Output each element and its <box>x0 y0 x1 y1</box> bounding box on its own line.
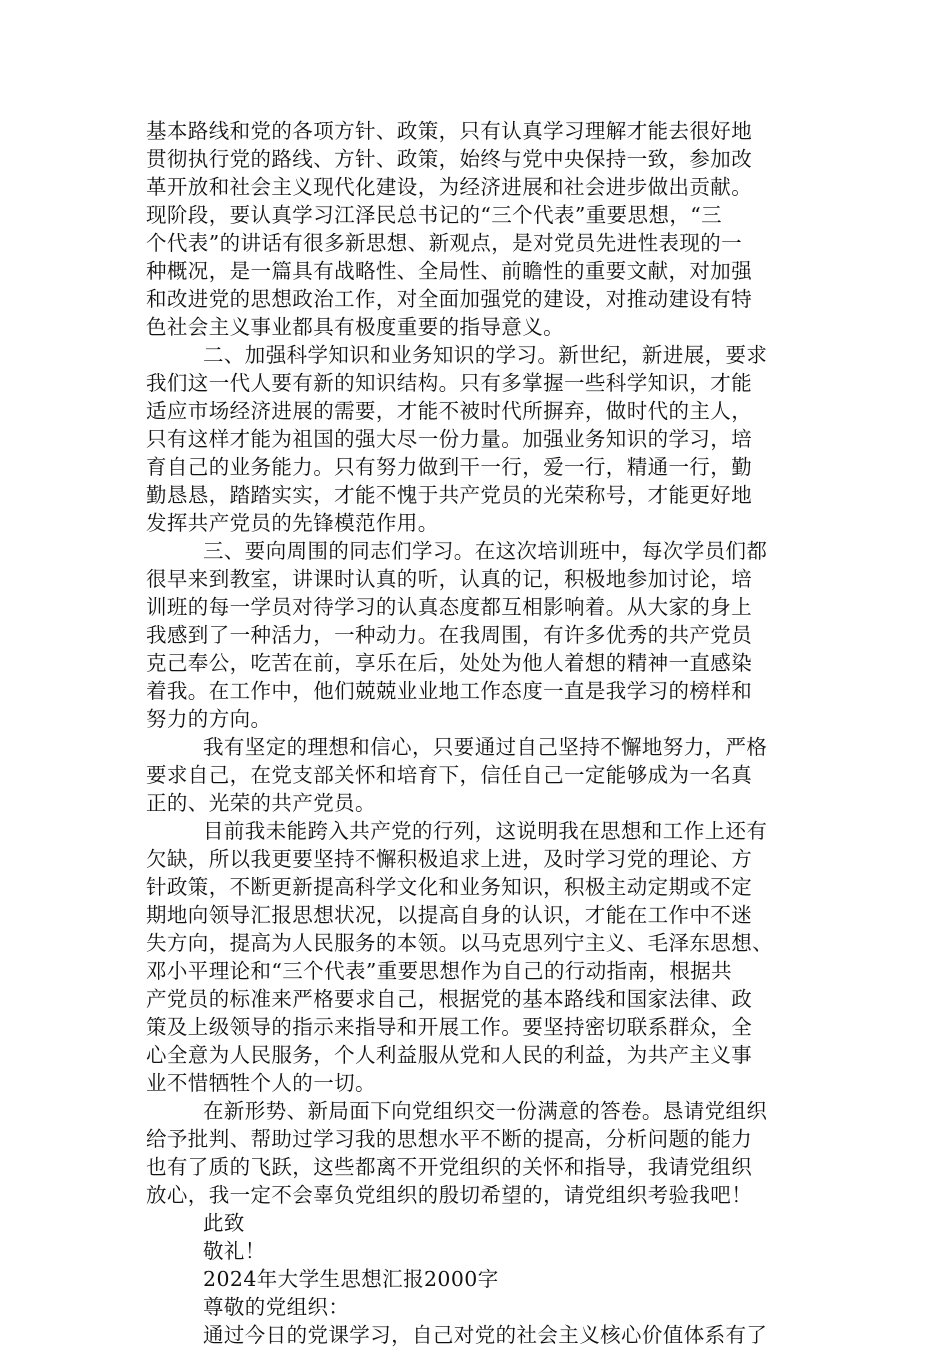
text-line: 勤恳恳，踏踏实实，才能不愧于共产党员的光荣称号，才能更好地 <box>146 483 753 507</box>
text-line: 放心，我一定不会辜负党组织的殷切希望的，请党组织考验我吧！ <box>146 1183 753 1207</box>
text-line: 个代表”的讲话有很多新思想、新观点，是对党员先进性表现的一 <box>146 231 743 255</box>
text-line: 努力的方向。 <box>146 707 272 731</box>
text-line: 适应市场经济进展的需要，才能不被时代所摒弃，做时代的主人， <box>146 399 753 423</box>
text-line: 三、要向周围的同志们学习。在这次培训班中，每次学员们都 <box>203 539 768 563</box>
text-line: 也有了质的飞跃，这些都离不开党组织的关怀和指导，我请党组织 <box>146 1155 753 1179</box>
text-line: 我感到了一种活力，一种动力。在我周围，有许多优秀的共产党员 <box>146 623 753 647</box>
text-line: 在新形势、新局面下向党组织交一份满意的答卷。恳请党组织 <box>203 1099 768 1123</box>
text-line: 训班的每一学员对待学习的认真态度都互相影响着。从大家的身上 <box>146 595 753 619</box>
text-line: 现阶段，要认真学习江泽民总书记的“三个代表”重要思想，“三 <box>146 203 723 227</box>
text-line: 2024年大学生思想汇报2000字 <box>203 1267 499 1291</box>
text-line: 针政策，不断更新提高科学文化和业务知识，积极主动定期或不定 <box>146 875 753 899</box>
text-line: 欠缺，所以我更要坚持不懈积极追求上进，及时学习党的理论、方 <box>146 847 753 871</box>
document-body <box>146 117 816 1349</box>
text-line: 色社会主义事业都具有极度重要的指导意义。 <box>146 315 564 339</box>
text-line: 策及上级领导的指示来指导和开展工作。要坚持密切联系群众，全 <box>146 1015 753 1039</box>
text-line: 要求自己，在党支部关怀和培育下，信任自己一定能够成为一名真 <box>146 763 753 787</box>
text-line: 发挥共产党员的先锋模范作用。 <box>146 511 439 535</box>
text-line: 通过今日的党课学习，自己对党的社会主义核心价值体系有了 <box>203 1323 768 1347</box>
text-line: 革开放和社会主义现代化建设，为经济进展和社会进步做出贡献。 <box>146 175 753 199</box>
text-line: 目前我未能跨入共产党的行列，这说明我在思想和工作上还有 <box>203 819 768 843</box>
text-line: 二、加强科学知识和业务知识的学习。新世纪，新进展，要求 <box>203 343 768 367</box>
text-line: 我们这一代人要有新的知识结构。只有多掌握一些科学知识，才能 <box>146 371 753 395</box>
text-line: 敬礼！ <box>203 1239 266 1263</box>
text-line: 贯彻执行党的路线、方针、政策，始终与党中央保持一致，参加改 <box>146 147 753 171</box>
text-line: 此致 <box>203 1211 245 1235</box>
text-line: 正的、光荣的共产党员。 <box>146 791 376 815</box>
text-line: 业不惜牺牲个人的一切。 <box>146 1071 376 1095</box>
text-line: 给予批判、帮助过学习我的思想水平不断的提高，分析问题的能力 <box>146 1127 753 1151</box>
text-line: 育自己的业务能力。只有努力做到干一行，爱一行，精通一行，勤 <box>146 455 753 479</box>
text-line: 失方向，提高为人民服务的本领。以马克思列宁主义、毛泽东思想、 <box>146 931 773 955</box>
text-line: 基本路线和党的各项方针、政策，只有认真学习理解才能去很好地 <box>146 119 753 143</box>
text-line: 产党员的标准来严格要求自己，根据党的基本路线和国家法律、政 <box>146 987 753 1011</box>
text-line: 很早来到教室，讲课时认真的听，认真的记，积极地参加讨论，培 <box>146 567 753 591</box>
text-line: 我有坚定的理想和信心，只要通过自己坚持不懈地努力，严格 <box>203 735 768 759</box>
text-line: 着我。在工作中，他们兢兢业业地工作态度一直是我学习的榜样和 <box>146 679 753 703</box>
text-line: 心全意为人民服务，个人利益服从党和人民的利益，为共产主义事 <box>146 1043 753 1067</box>
text-line: 克己奉公，吃苦在前，享乐在后，处处为他人着想的精神一直感染 <box>146 651 753 675</box>
text-line: 尊敬的党组织： <box>203 1295 350 1319</box>
text-line: 期地向领导汇报思想状况，以提高自身的认识，才能在工作中不迷 <box>146 903 753 927</box>
text-line: 邓小平理论和“三个代表”重要思想作为自己的行动指南，根据共 <box>146 959 733 983</box>
text-line: 种概况，是一篇具有战略性、全局性、前瞻性的重要文献，对加强 <box>146 259 753 283</box>
text-line: 只有这样才能为祖国的强大尽一份力量。加强业务知识的学习，培 <box>146 427 753 451</box>
text-line: 和改进党的思想政治工作，对全面加强党的建设，对推动建设有特 <box>146 287 753 311</box>
